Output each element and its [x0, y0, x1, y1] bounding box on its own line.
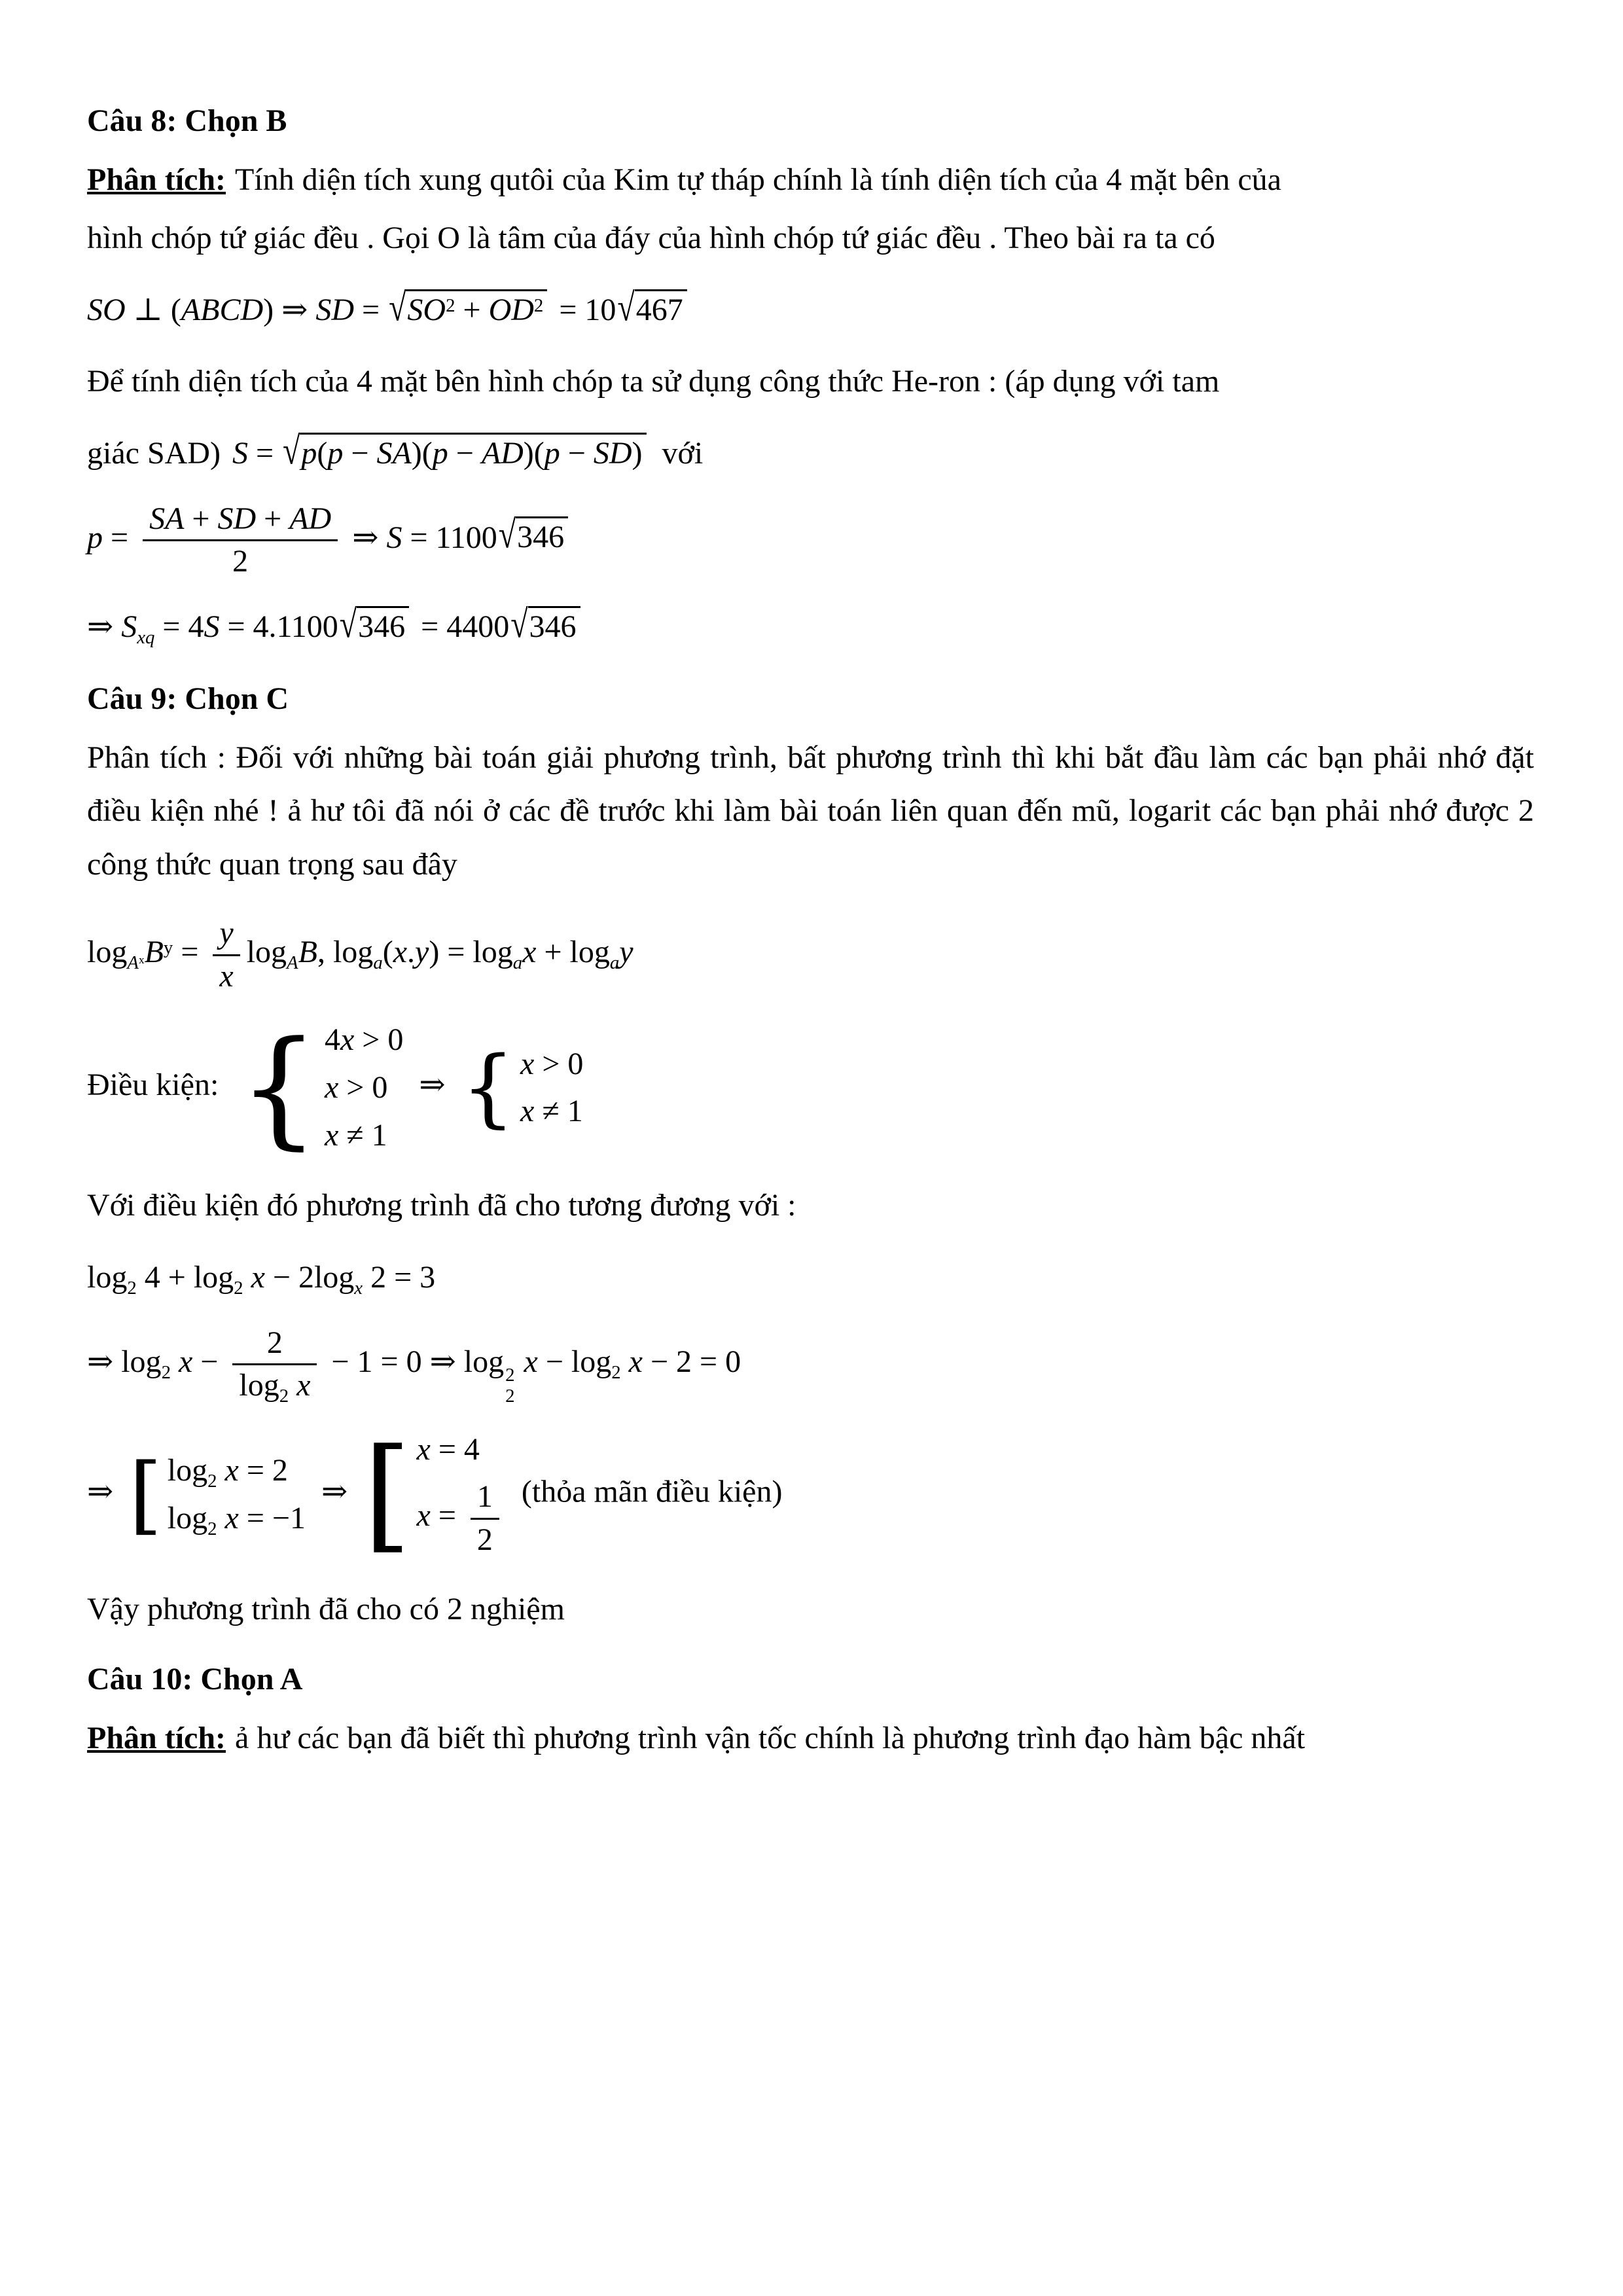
q8-heading: Câu 8: Chọn B: [87, 103, 287, 138]
formula-sd-diagonal: SO ⊥ (ABCD) ⇒ SD = $√SO^2 + OD^2 = 10√467$: [87, 287, 1534, 333]
dieu-kien-line: [87, 1013, 1534, 1162]
q9-conclusion: Vậy phương trình đã cho có 2 nghiệm: [87, 1591, 565, 1626]
q8-heron-suffix: với: [662, 435, 704, 471]
q10-paragraph-1: [87, 1712, 1534, 1765]
q9-heading: Câu 9: Chọn C: [87, 681, 289, 716]
formula-equation-2: ⇒ $\log_2 x$ − $\frac{2}{\log_2 x}$ − 1 = 0 ⇒ log 2 2 $x - \log_2 x - 2 = 0$: [87, 1325, 741, 1407]
q8-paragraph-1: [87, 153, 1534, 207]
q8-paragraph-3: Để tính diện tích của 4 mặt bên hình chóp ta sử dụng công thức He-ron : (áp dụng với tam: [87, 364, 1220, 399]
q9-paragraph-2: Với điều kiện đó phương trình đã cho tương đương với :: [87, 1188, 796, 1223]
formula-log-identity: $\log_{A^x}B^y$ = $\frac{y}{x}$ $\log_AB$, $\log_a(x.y) = \log_ax + \log_ay$: [87, 913, 1534, 997]
formula-equation-3: ⇒ [ $\log_2 x = 2$ $\log_2 x = -1$ ⇒ [ x = 4 x = $\frac{1}{2}$ (thỏa mãn điều kiện): [87, 1422, 783, 1566]
q8-paragraph-2: hình chóp tứ giác đều . Gọi O là tâm của đáy của hình chóp tứ giác đều . Theo bài ra ta có: [87, 221, 1215, 256]
formula-sxq: ⇒ $S_{xq} = 4S = 4.1100√346 = 4400√346$: [87, 604, 1534, 650]
formula-equation-1: $\log_2 4 + \log_2 x - 2\log_x$ 2 = 3: [87, 1260, 436, 1299]
formula-semi-perimeter: p = $\frac{SA + SD + AD}{2}$ ⇒ S = 1100√346: [87, 499, 1534, 583]
formula-heron: S = √p(p − SA)(p − AD)(p − SD): [232, 436, 651, 471]
q10-heading: Câu 10: Chọn A: [87, 1662, 303, 1697]
q10-paragraph-1-text: ả hư các bạn đã biết thì phương trình vận tốc chính là phương trình đạo hàm bậc nhất: [235, 1721, 1306, 1756]
q8-paragraph-1-text: Tính diện tích xung qutôi của Kim tự tháp chính là tính diện tích của 4 mặt bên của: [235, 162, 1281, 197]
phan-tich-label: Phân tích:: [87, 162, 226, 197]
q9-paragraph-1: Phân tích : Đối với những bài toán giải phương trình, bất phương trình thì khi bắt đầu làm các bạn phải nhớ đặt điều kiện nhé ! ả hư tôi đã nói ở các đề trước khi làm bài toán liên quan đến mũ, logarit các bạn phải nhớ được 2 công thức quan trọng sau đây: [87, 740, 1534, 882]
q8-heron-line: [87, 431, 1534, 476]
q8-heron-prefix: giác SAD): [87, 435, 221, 471]
dieu-kien-label: Điều kiện:: [87, 1067, 219, 1103]
phan-tich-label: Phân tích:: [87, 1721, 226, 1756]
formula-conditions: { 4x > 0 x > 0 x ≠ 1 ⇒ { x > 0 x ≠ 1: [238, 1013, 584, 1162]
